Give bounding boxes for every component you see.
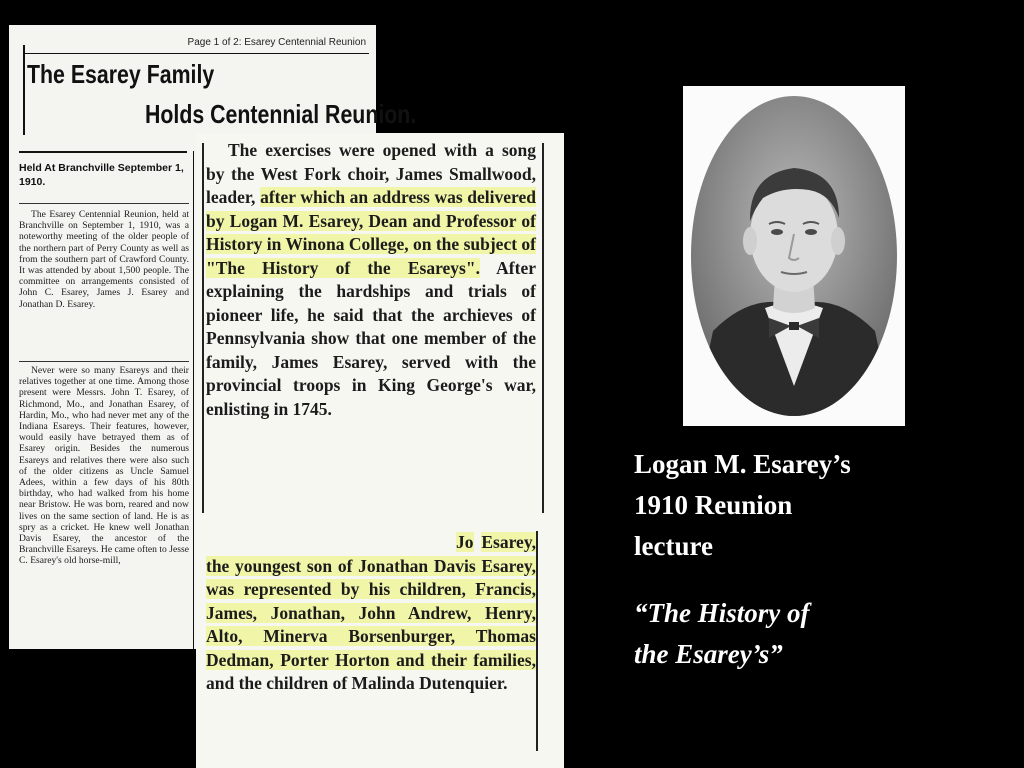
border-line [542,143,544,513]
border-line [202,143,204,513]
right-newspaper-clipping [196,133,564,768]
highlighted-text: Jo [456,532,474,552]
caption-line-1: Logan M. Esarey’s [634,449,851,479]
frame-rule [23,45,25,135]
headline-line-2: Holds Centennial Reunion. [145,99,417,129]
column-rule [19,203,189,204]
column-rule [19,361,189,362]
lecture-title-line-2: the Esarey’s” [634,639,783,669]
plain-text: After explaining the hardships and trials of pioneer life, he said that the archieves of Pennsylvania show that one member of the family, James Esarey, served with the provincial troops in King George's war, enlisting in 1745. [206,257,536,419]
article-excerpt-1 [206,139,536,519]
border-line [536,531,538,751]
plain-text: The exercises were opened with a song by the West Fork choir, James Smallwood, leader, [206,140,536,207]
article-excerpt-2 [206,531,536,765]
oval-portrait-icon [683,86,905,426]
caption-line-2: 1910 Reunion [634,490,793,520]
column-divider [193,151,194,649]
plain-text: and the children of Malinda Dutenquier. [206,673,508,693]
lecture-title-line-1: “The History of [634,598,810,628]
highlighted-text: after which an address was delivered by Logan M. Esarey, Dean and Professor of History in Winona College, on the subject of "The History of the Esareys". [206,187,536,278]
headline-line-1: The Esarey Family [27,59,215,89]
paragraph: Never were so many Esareys and their relatives together at one time. Among those present were Messrs. John T. Esarey, of Richmond, Mo., and Jonathan Esarey, of Hardin, Mo., who had never met any of the Indiana Esareys. Their features, however, would easily have betrayed them as of Esarey origin. Besides the numerous Esareys and relatives there were also such of the older citizens as Uncle Samuel Adees, within a few days of his 80th birthday, who had walked from his home near Bristow. He was born, reared and now lives on the same section of land. He is as spry as a cricket. He knew well Jonathan Davis Esarey, the ancestor of the Branchville Esareys. He came often to Jesse C. Esarey's old horse-mill, [19,365,189,567]
page-note: Page 1 of 2: Esarey Centennial Reunion [187,37,366,48]
paragraph [206,139,536,421]
article-column-2 [19,365,189,649]
frame-rule [23,53,369,54]
article-column-1 [19,209,189,359]
paragraph: The Esarey Centennial Reunion, held at Branchville on September 1, 1910, was a noteworthy meeting of the older people of the northern part of Perry County as well as from the southern part of Crawford County. It was attended by about 1,500 people. The committee on arrangements consisted of John C. Esarey, James J. Esarey and Jonathan D. Esarey. [19,209,189,310]
paragraph [206,531,536,696]
subheadline: Held At Branchville September 1, 1910. [19,162,184,188]
caption [634,444,1004,675]
portrait-photo [683,86,905,426]
highlighted-text: Esarey, the youngest son of Jonathan Davis Esarey, was represented by his children, Francis, James, Jonathan, John Andrew, Henry, Alto, Minerva Borsenburger, Thomas Dedman, Porter Horton and their families, [206,532,536,670]
section-rule [19,151,187,153]
caption-line-3: lecture [634,531,713,561]
